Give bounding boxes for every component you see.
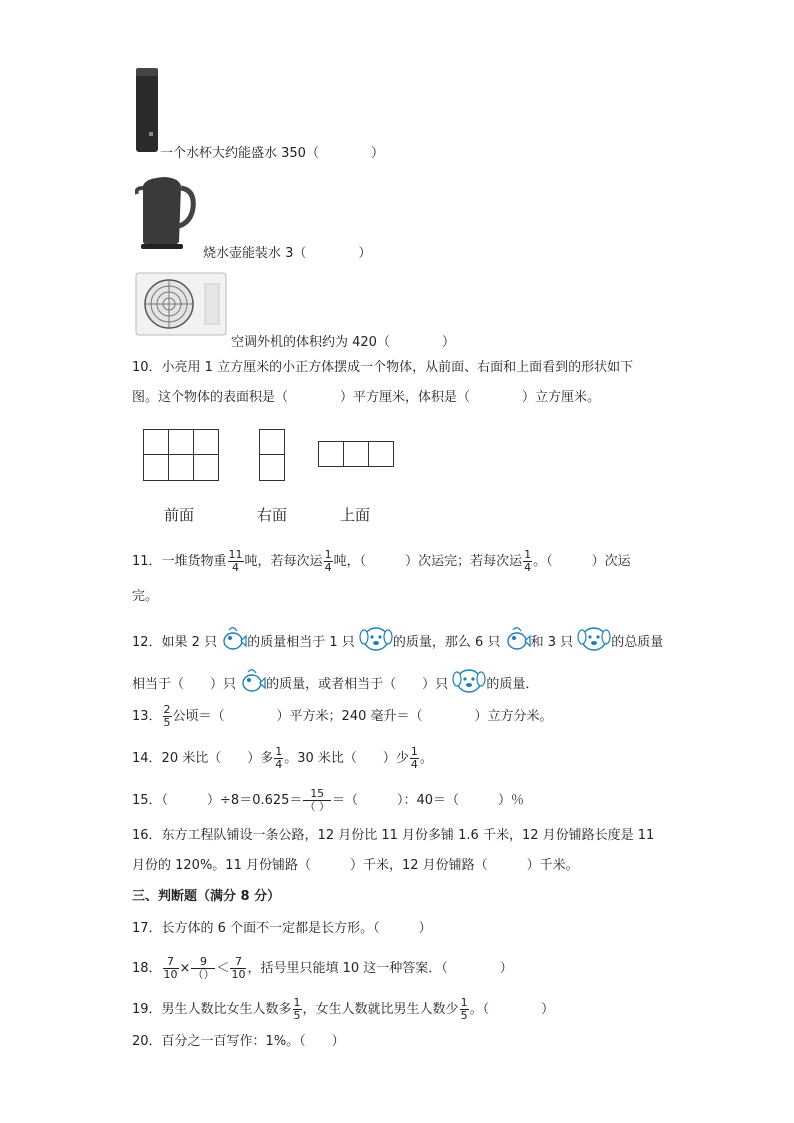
q10-line1: 10．小亮用 1 立方厘米的小正方体摆成一个物体，从前面、右面和上面看到的形状如下 bbox=[132, 360, 634, 375]
fraction: $\frac{1}{5}$ bbox=[460, 996, 468, 1022]
q14-line: 14．20 米比（ ）多 $\frac{1}{4}$ 。30 米比（ ）少 $\frac{1}{4}$ 。 bbox=[132, 745, 433, 771]
q18-line: 18． $\frac{7}{10}$ × $\frac{9}{()}$ ＜ $\frac{7}{10}$ ，括号里只能填 10 这一种答案．（ ） bbox=[132, 955, 513, 981]
fraction: $\frac{1}{4}$ bbox=[324, 548, 332, 574]
fraction: $\frac{1}{4}$ bbox=[410, 745, 418, 771]
q10-line2: 图。这个物体的表面积是（ ）平方厘米，体积是（ ）立方厘米。 bbox=[132, 390, 601, 405]
front-view-diagram bbox=[143, 429, 221, 487]
fraction: $\frac{1}{5}$ bbox=[293, 996, 301, 1022]
ac-unit-image bbox=[135, 272, 227, 338]
right-view-label: 右面 bbox=[257, 506, 288, 524]
top-view-label: 上面 bbox=[340, 506, 371, 524]
q16-line2: 月份的 120%。11 月份铺路（ ）千米，12 月份铺路（ ）千米。 bbox=[132, 858, 579, 873]
front-view-label: 前面 bbox=[164, 506, 195, 524]
fraction: $\frac{1}{4}$ bbox=[275, 745, 283, 771]
fish-icon bbox=[505, 625, 531, 660]
fish-icon bbox=[221, 625, 247, 660]
right-view-diagram bbox=[259, 429, 287, 487]
fraction: $\frac{15}{( )}$ bbox=[304, 787, 330, 813]
q20-line: 20．百分之一百写作：1%。（ ） bbox=[132, 1034, 345, 1049]
q12-line1: 12．如果 2 只 的质量相当于 1 只 的质量，那么 6 只 和 3 只 的总质量 bbox=[132, 624, 663, 661]
fraction: $\frac{2}{5}$ bbox=[163, 703, 171, 729]
top-view-diagram bbox=[318, 441, 396, 473]
q11-line2: 完。 bbox=[132, 589, 159, 604]
fraction: $\frac{7}{10}$ bbox=[231, 955, 246, 981]
fraction: $\frac{9}{()}$ bbox=[192, 955, 215, 981]
item-cup-text: 一个水杯大约能盛水 350（ ） bbox=[160, 146, 384, 161]
fish-icon bbox=[240, 667, 266, 702]
fraction: $\frac{1}{4}$ bbox=[524, 548, 532, 574]
dog-icon bbox=[577, 624, 611, 661]
section-heading: 三、判断题（满分 8 分） bbox=[132, 889, 281, 904]
item-ac-text: 空调外机的体积约为 420（ ） bbox=[231, 335, 455, 350]
item-kettle-text: 烧水壶能装水 3（ ） bbox=[203, 246, 372, 261]
fraction: $\frac{11}{4}$ bbox=[228, 548, 243, 574]
q15-line: 15．（ ）÷8＝0.625＝ $\frac{15}{( )}$ ＝（ ）：40＝（ ）％ bbox=[132, 787, 524, 813]
q12-line2: 相当于（ ）只 的质量，或者相当于（ ）只 的质量． bbox=[132, 666, 538, 703]
kettle-image bbox=[135, 172, 197, 250]
q19-line: 19．男生人数比女生人数多 $\frac{1}{5}$ ，女生人数就比男生人数少 $\frac{1}{5}$ 。（ ） bbox=[132, 996, 555, 1022]
thermos-image bbox=[135, 66, 159, 154]
q17-line: 17．长方体的 6 个面不一定都是长方形。（ ） bbox=[132, 921, 432, 936]
q13-line: 13． $\frac{2}{5}$ 公顷＝（ ）平方米；240 毫升＝（ ）立方分米。 bbox=[132, 703, 553, 729]
dog-icon bbox=[359, 624, 393, 661]
dog-icon bbox=[452, 666, 486, 703]
q11-line1: 11．一堆货物重 $\frac{11}{4}$ 吨，若每次运 $\frac{1}{4}$ 吨，（ ）次运完；若每次运 $\frac{1}{4}$ 。（ ）次运 bbox=[132, 548, 631, 574]
q16-line1: 16．东方工程队铺设一条公路，12 月份比 11 月份多铺 1.6 千米，12 月份铺路长度是 11 bbox=[132, 828, 655, 843]
fraction: $\frac{7}{10}$ bbox=[163, 955, 178, 981]
